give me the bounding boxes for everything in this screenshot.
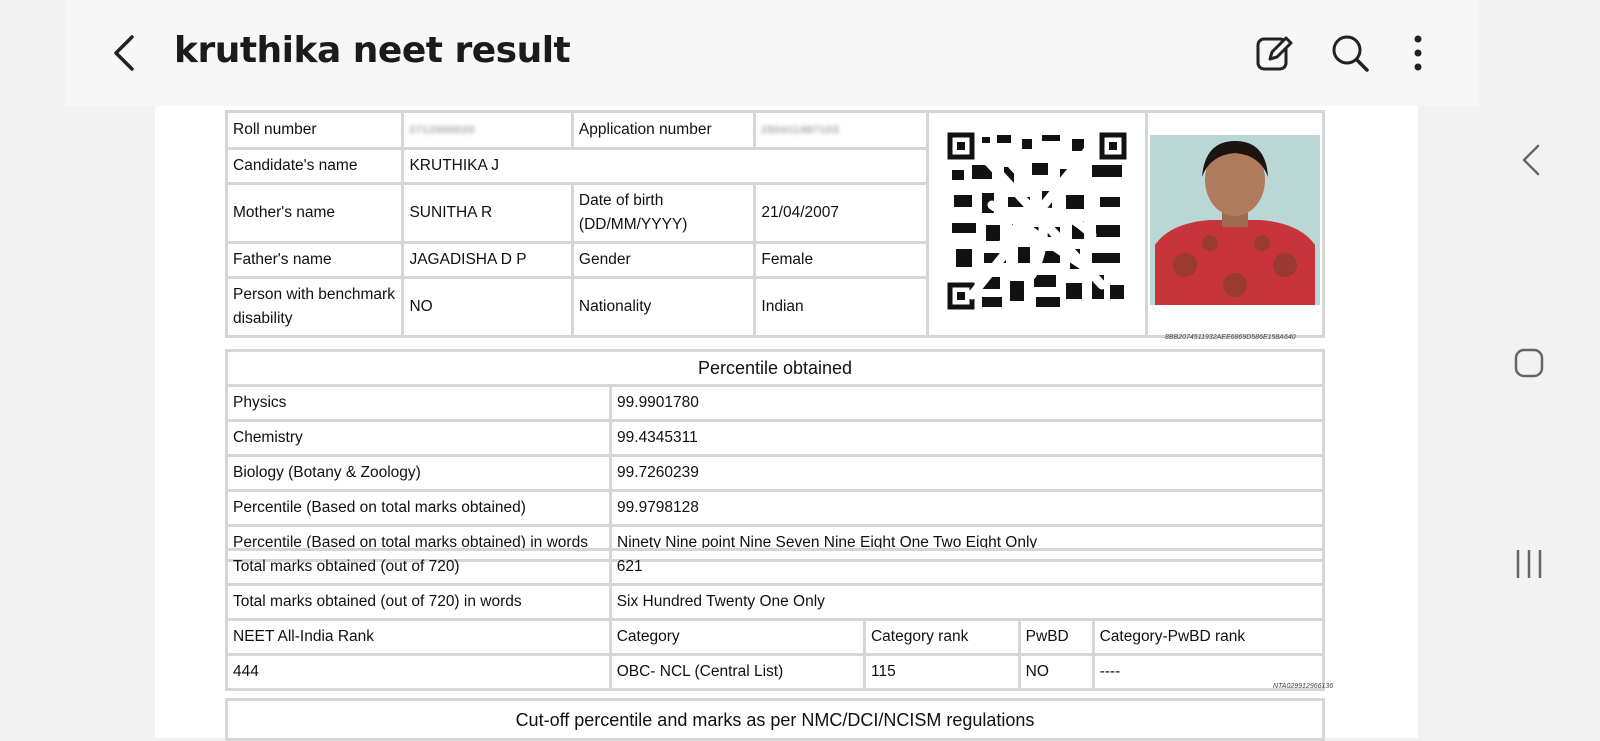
cutoff-header: Cut-off percentile and marks as per NMC/DCI/NCISM regulations (227, 700, 1324, 740)
nav-back-button[interactable] (1516, 142, 1546, 183)
chemistry-label: Chemistry (227, 421, 611, 456)
pwbd-value: NO (403, 278, 572, 337)
cutoff-table (225, 698, 1325, 741)
category-header: Category (610, 620, 864, 655)
marks-words-label: Total marks obtained (out of 720) in words (227, 585, 611, 620)
air-header: NEET All-India Rank (227, 620, 611, 655)
edit-icon (1252, 31, 1296, 75)
total-percentile-value: 99.9798128 (611, 491, 1324, 526)
percentile-words-label: Percentile (Based on total marks obtained) in words (227, 526, 611, 561)
photo-cell (1147, 112, 1324, 337)
category-value: OBC- NCL (Central List) (610, 655, 864, 690)
nationality-label: Nationality (572, 278, 754, 337)
physics-value: 99.9901780 (611, 386, 1324, 421)
marks-table (225, 548, 1325, 691)
category-pwbd-rank-header: Category-PwBD rank (1093, 620, 1323, 655)
mother-name-label: Mother's name (227, 184, 403, 243)
pwbd-header: PwBD (1019, 620, 1093, 655)
biology-label: Biology (Botany & Zoology) (227, 456, 611, 491)
candidate-photo-icon (1150, 135, 1320, 305)
pwbd-label: Person with benchmark disability (227, 278, 403, 337)
application-number-label: Application number (572, 112, 754, 149)
recents-icon (1512, 546, 1546, 582)
document-page (155, 106, 1418, 738)
nav-recents-button[interactable] (1512, 546, 1546, 587)
percentile-words-value: Ninety Nine point Nine Seven Nine Eight One Two Eight Only (611, 526, 1324, 561)
gender-label: Gender (572, 243, 754, 278)
redacted-roll: 2712000020 (409, 125, 476, 136)
nav-home-button[interactable] (1512, 346, 1546, 385)
biology-value: 99.7260239 (611, 456, 1324, 491)
air-value: 444 (227, 655, 611, 690)
total-marks-value: 621 (610, 550, 1323, 585)
gender-value: Female (755, 243, 927, 278)
search-icon (1328, 31, 1372, 75)
dob-value: 21/04/2007 (755, 184, 927, 243)
marks-words-value: Six Hundred Twenty One Only (610, 585, 1323, 620)
home-square-icon (1512, 346, 1546, 380)
qr-code-icon (942, 125, 1132, 315)
edit-button[interactable] (1252, 31, 1296, 75)
physics-label: Physics (227, 386, 611, 421)
pwbd-value-cell: NO (1019, 655, 1093, 690)
search-button[interactable] (1328, 31, 1372, 75)
category-rank-value: 115 (864, 655, 1019, 690)
dob-label: Date of birth (DD/MM/YYYY) (572, 184, 754, 243)
candidate-name-value: KRUTHIKA J (403, 149, 927, 184)
application-number-value (755, 112, 927, 149)
father-name-label: Father's name (227, 243, 403, 278)
back-button[interactable] (106, 33, 146, 73)
roll-number-value (403, 112, 572, 149)
mother-name-value: SUNITHA R (403, 184, 572, 243)
app-bar (66, 0, 1508, 106)
category-pwbd-rank-value: ---- (1093, 655, 1323, 690)
father-name-value: JAGADISHA D P (403, 243, 572, 278)
candidate-name-label: Candidate's name (227, 149, 403, 184)
note-title: kruthika neet result (174, 30, 571, 71)
category-rank-header: Category rank (864, 620, 1019, 655)
total-marks-label: Total marks obtained (out of 720) (227, 550, 611, 585)
redacted-application: 250411487103 (761, 125, 840, 136)
total-percentile-label: Percentile (Based on total marks obtained) (227, 491, 611, 526)
candidate-info-table (225, 110, 1325, 338)
hash-code: 8BB2074511932AEE6869D586E158A640 (1165, 334, 1296, 341)
more-options-button[interactable] (1396, 31, 1440, 75)
more-icon (1396, 31, 1440, 75)
percentile-table (225, 349, 1325, 562)
back-icon (106, 33, 146, 73)
qr-code-cell (927, 112, 1147, 337)
doc-code: NTA029912966136 (1273, 683, 1334, 690)
chemistry-value: 99.4345311 (611, 421, 1324, 456)
roll-number-label: Roll number (227, 112, 403, 149)
chevron-left-icon (1516, 142, 1546, 178)
percentile-header: Percentile obtained (227, 351, 1324, 386)
nationality-value: Indian (755, 278, 927, 337)
system-nav (1478, 0, 1600, 738)
